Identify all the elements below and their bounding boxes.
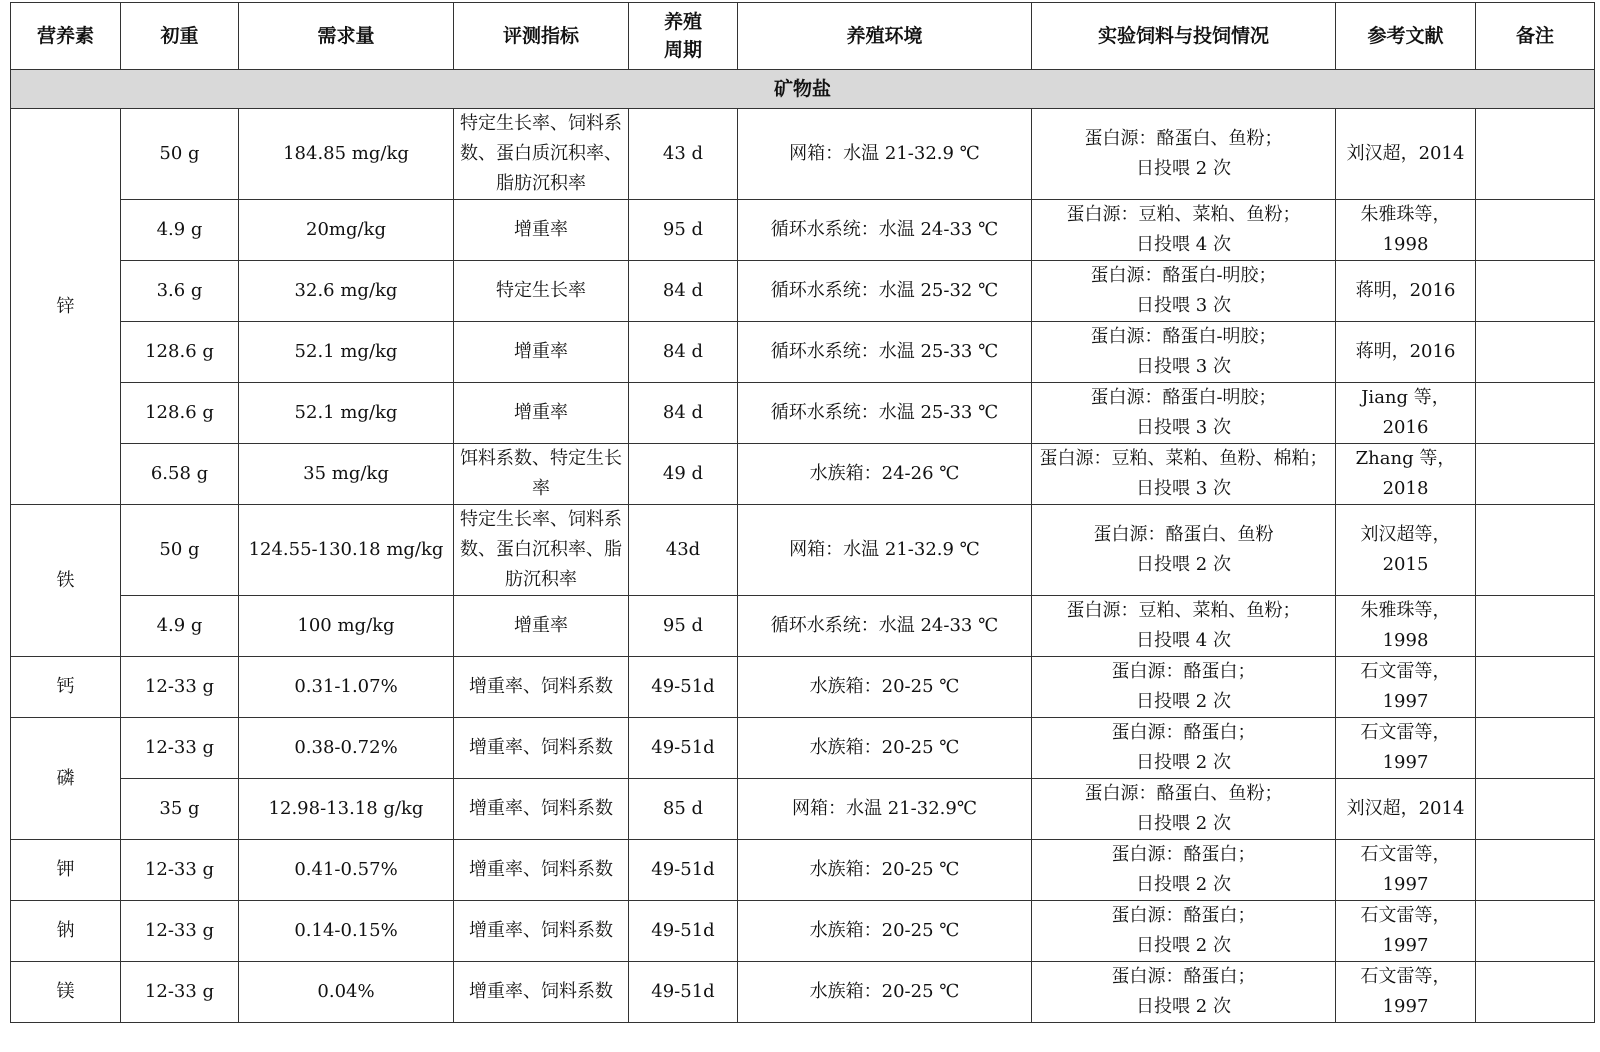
nutrient-requirement-table — [10, 2, 1595, 1023]
requirement-cell: 52.1 mg/kg — [239, 383, 454, 444]
reference-cell: 石文雷等， 1997 — [1336, 657, 1476, 718]
nutrient-cell: 锌 — [11, 109, 121, 505]
indicator-cell: 增重率、饲料系数 — [454, 901, 629, 962]
table-row — [11, 840, 1595, 901]
table-row — [11, 444, 1595, 505]
table-row — [11, 718, 1595, 779]
environment-cell: 循环水系统：水温 25-32 ℃ — [738, 261, 1032, 322]
initial-weight-cell: 12-33 g — [121, 718, 239, 779]
requirement-cell: 0.41-0.57% — [239, 840, 454, 901]
note-cell — [1476, 718, 1595, 779]
table-body — [11, 70, 1595, 1023]
note-cell — [1476, 444, 1595, 505]
period-cell: 95 d — [629, 200, 738, 261]
initial-weight-cell: 4.9 g — [121, 200, 239, 261]
table-row — [11, 901, 1595, 962]
initial-weight-cell: 4.9 g — [121, 596, 239, 657]
reference-cell: 刘汉超，2014 — [1336, 109, 1476, 200]
environment-cell: 循环水系统：水温 25-33 ℃ — [738, 322, 1032, 383]
requirement-cell: 184.85 mg/kg — [239, 109, 454, 200]
requirement-cell: 52.1 mg/kg — [239, 322, 454, 383]
note-cell — [1476, 261, 1595, 322]
initial-weight-cell: 35 g — [121, 779, 239, 840]
note-cell — [1476, 322, 1595, 383]
reference-cell: 刘汉超等， 2015 — [1336, 505, 1476, 596]
indicator-cell: 增重率、饲料系数 — [454, 962, 629, 1023]
requirement-cell: 32.6 mg/kg — [239, 261, 454, 322]
table-row — [11, 596, 1595, 657]
feed-cell: 蛋白源：酪蛋白、鱼粉； 日投喂 2 次 — [1032, 109, 1336, 200]
initial-weight-cell: 128.6 g — [121, 383, 239, 444]
nutrient-cell: 铁 — [11, 505, 121, 657]
reference-cell: 石文雷等， 1997 — [1336, 718, 1476, 779]
indicator-cell: 特定生长率、饲料系数、蛋白沉积率、脂肪沉积率 — [454, 505, 629, 596]
requirement-cell: 0.38-0.72% — [239, 718, 454, 779]
indicator-cell: 增重率、饲料系数 — [454, 779, 629, 840]
header-row — [11, 3, 1595, 70]
indicator-cell: 增重率、饲料系数 — [454, 718, 629, 779]
environment-cell: 水族箱：20-25 ℃ — [738, 657, 1032, 718]
feed-cell: 蛋白源：酪蛋白； 日投喂 2 次 — [1032, 718, 1336, 779]
nutrient-cell: 钠 — [11, 901, 121, 962]
table-row — [11, 505, 1595, 596]
environment-cell: 网箱：水温 21-32.9℃ — [738, 779, 1032, 840]
environment-cell: 水族箱：20-25 ℃ — [738, 962, 1032, 1023]
period-cell: 43d — [629, 505, 738, 596]
period-cell: 49 d — [629, 444, 738, 505]
note-cell — [1476, 840, 1595, 901]
feed-cell: 蛋白源：豆粕、菜粕、鱼粉； 日投喂 4 次 — [1032, 200, 1336, 261]
reference-cell: 石文雷等， 1997 — [1336, 901, 1476, 962]
reference-cell: 蒋明，2016 — [1336, 261, 1476, 322]
period-cell: 49-51d — [629, 840, 738, 901]
environment-cell: 水族箱：20-25 ℃ — [738, 718, 1032, 779]
feed-cell: 蛋白源：酪蛋白； 日投喂 2 次 — [1032, 962, 1336, 1023]
requirement-cell: 20mg/kg — [239, 200, 454, 261]
table-row — [11, 657, 1595, 718]
nutrient-cell: 磷 — [11, 718, 121, 840]
table-row — [11, 109, 1595, 200]
requirement-cell: 0.04% — [239, 962, 454, 1023]
table-row — [11, 779, 1595, 840]
header-feed: 实验饲料与投饲情况 — [1032, 3, 1336, 70]
initial-weight-cell: 128.6 g — [121, 322, 239, 383]
indicator-cell: 特定生长率 — [454, 261, 629, 322]
table-row — [11, 200, 1595, 261]
period-cell: 49-51d — [629, 657, 738, 718]
requirement-cell: 35 mg/kg — [239, 444, 454, 505]
section-row — [11, 70, 1595, 109]
header-reference: 参考文献 — [1336, 3, 1476, 70]
period-cell: 84 d — [629, 261, 738, 322]
header-indicator: 评测指标 — [454, 3, 629, 70]
note-cell — [1476, 596, 1595, 657]
period-cell: 95 d — [629, 596, 738, 657]
indicator-cell: 特定生长率、饲料系数、蛋白质沉积率、脂肪沉积率 — [454, 109, 629, 200]
note-cell — [1476, 901, 1595, 962]
environment-cell: 网箱：水温 21-32.9 ℃ — [738, 505, 1032, 596]
period-cell: 85 d — [629, 779, 738, 840]
note-cell — [1476, 200, 1595, 261]
table-row — [11, 383, 1595, 444]
initial-weight-cell: 50 g — [121, 109, 239, 200]
nutrient-cell: 钙 — [11, 657, 121, 718]
environment-cell: 循环水系统：水温 24-33 ℃ — [738, 200, 1032, 261]
indicator-cell: 增重率 — [454, 383, 629, 444]
feed-cell: 蛋白源：酪蛋白、鱼粉 日投喂 2 次 — [1032, 505, 1336, 596]
indicator-cell: 饵料系数、特定生长率 — [454, 444, 629, 505]
nutrient-cell: 镁 — [11, 962, 121, 1023]
feed-cell: 蛋白源：豆粕、菜粕、鱼粉； 日投喂 4 次 — [1032, 596, 1336, 657]
reference-cell: 石文雷等， 1997 — [1336, 840, 1476, 901]
nutrient-requirement-table-wrapper — [10, 2, 1594, 1023]
requirement-cell: 0.14-0.15% — [239, 901, 454, 962]
note-cell — [1476, 657, 1595, 718]
feed-cell: 蛋白源：酪蛋白-明胶； 日投喂 3 次 — [1032, 261, 1336, 322]
period-cell: 49-51d — [629, 718, 738, 779]
header-requirement: 需求量 — [239, 3, 454, 70]
feed-cell: 蛋白源：酪蛋白； 日投喂 2 次 — [1032, 840, 1336, 901]
period-cell: 43 d — [629, 109, 738, 200]
environment-cell: 网箱：水温 21-32.9 ℃ — [738, 109, 1032, 200]
environment-cell: 水族箱：20-25 ℃ — [738, 901, 1032, 962]
section-title: 矿物盐 — [11, 70, 1595, 109]
reference-cell: 刘汉超，2014 — [1336, 779, 1476, 840]
reference-cell: 朱雅珠等， 1998 — [1336, 200, 1476, 261]
header-note: 备注 — [1476, 3, 1595, 70]
feed-cell: 蛋白源：酪蛋白； 日投喂 2 次 — [1032, 901, 1336, 962]
table-row — [11, 261, 1595, 322]
note-cell — [1476, 962, 1595, 1023]
initial-weight-cell: 12-33 g — [121, 962, 239, 1023]
initial-weight-cell: 6.58 g — [121, 444, 239, 505]
environment-cell: 循环水系统：水温 25-33 ℃ — [738, 383, 1032, 444]
period-cell: 84 d — [629, 322, 738, 383]
header-environment: 养殖环境 — [738, 3, 1032, 70]
note-cell — [1476, 779, 1595, 840]
reference-cell: 石文雷等， 1997 — [1336, 962, 1476, 1023]
indicator-cell: 增重率 — [454, 596, 629, 657]
table-row — [11, 322, 1595, 383]
indicator-cell: 增重率 — [454, 322, 629, 383]
initial-weight-cell: 12-33 g — [121, 840, 239, 901]
reference-cell: Jiang 等，2016 — [1336, 383, 1476, 444]
period-cell: 84 d — [629, 383, 738, 444]
header-period: 养殖 周期 — [629, 3, 738, 70]
nutrient-cell: 钾 — [11, 840, 121, 901]
environment-cell: 水族箱：24-26 ℃ — [738, 444, 1032, 505]
initial-weight-cell: 12-33 g — [121, 657, 239, 718]
indicator-cell: 增重率 — [454, 200, 629, 261]
environment-cell: 水族箱：20-25 ℃ — [738, 840, 1032, 901]
feed-cell: 蛋白源：豆粕、菜粕、鱼粉、棉粕；日投喂 3 次 — [1032, 444, 1336, 505]
initial-weight-cell: 12-33 g — [121, 901, 239, 962]
note-cell — [1476, 383, 1595, 444]
initial-weight-cell: 3.6 g — [121, 261, 239, 322]
requirement-cell: 12.98-13.18 g/kg — [239, 779, 454, 840]
feed-cell: 蛋白源：酪蛋白； 日投喂 2 次 — [1032, 657, 1336, 718]
table-row — [11, 962, 1595, 1023]
header-initial-weight: 初重 — [121, 3, 239, 70]
indicator-cell: 增重率、饲料系数 — [454, 657, 629, 718]
header-nutrient: 营养素 — [11, 3, 121, 70]
reference-cell: 朱雅珠等， 1998 — [1336, 596, 1476, 657]
reference-cell: Zhang 等， 2018 — [1336, 444, 1476, 505]
reference-cell: 蒋明，2016 — [1336, 322, 1476, 383]
feed-cell: 蛋白源：酪蛋白、鱼粉； 日投喂 2 次 — [1032, 779, 1336, 840]
requirement-cell: 124.55-130.18 mg/kg — [239, 505, 454, 596]
feed-cell: 蛋白源：酪蛋白-明胶； 日投喂 3 次 — [1032, 322, 1336, 383]
period-cell: 49-51d — [629, 962, 738, 1023]
initial-weight-cell: 50 g — [121, 505, 239, 596]
note-cell — [1476, 109, 1595, 200]
period-cell: 49-51d — [629, 901, 738, 962]
note-cell — [1476, 505, 1595, 596]
requirement-cell: 0.31-1.07% — [239, 657, 454, 718]
indicator-cell: 增重率、饲料系数 — [454, 840, 629, 901]
feed-cell: 蛋白源：酪蛋白-明胶； 日投喂 3 次 — [1032, 383, 1336, 444]
environment-cell: 循环水系统：水温 24-33 ℃ — [738, 596, 1032, 657]
requirement-cell: 100 mg/kg — [239, 596, 454, 657]
